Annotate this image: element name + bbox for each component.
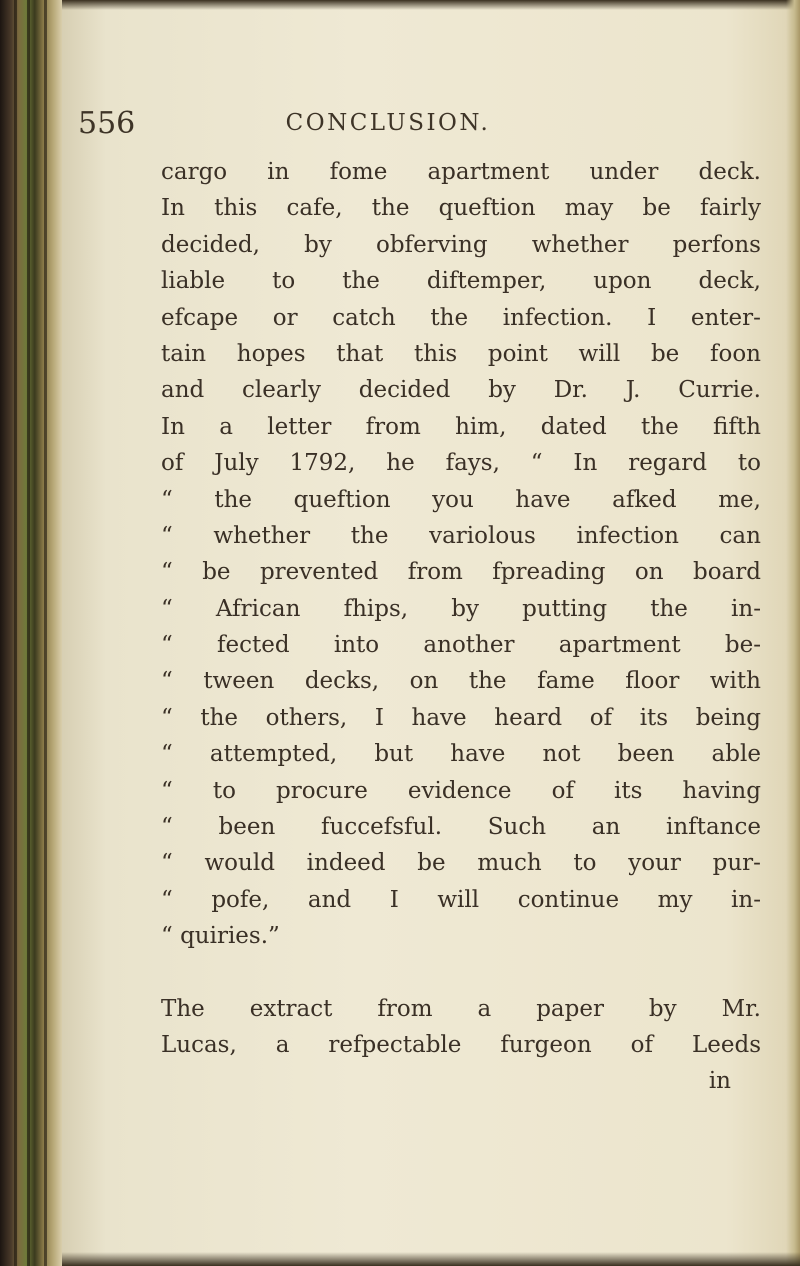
word: the (200, 704, 239, 731)
word: Currie. (678, 377, 761, 404)
word: pur- (712, 850, 761, 877)
word: decided, (161, 231, 260, 258)
word: regard (628, 450, 707, 477)
word: in- (731, 595, 761, 622)
word: on (634, 559, 664, 586)
word: furgeon (500, 1031, 592, 1058)
word: board (692, 559, 761, 586)
word: I (389, 886, 399, 913)
word: able (711, 741, 761, 768)
word: under (589, 159, 659, 185)
word: of (161, 450, 184, 477)
word: fame (537, 668, 595, 695)
word: by (451, 595, 479, 622)
word: “ (161, 595, 173, 622)
word: Dr. (553, 377, 588, 404)
word: continue (517, 886, 620, 913)
page-top-shadow (62, 0, 800, 10)
text-line (161, 554, 761, 590)
page-number: 556 (78, 106, 136, 141)
word: apartment (558, 632, 681, 659)
word: paper (536, 995, 604, 1022)
text-line (161, 227, 761, 263)
page-edge (786, 0, 800, 1266)
word: efcape (161, 304, 239, 331)
word: or (272, 304, 298, 331)
word: attempted, (209, 741, 338, 768)
word: In (573, 450, 598, 477)
word: cargo (161, 159, 228, 185)
word: refpectable (328, 1031, 462, 1058)
word: variolous (429, 522, 536, 549)
text-line (161, 409, 761, 445)
word: apartment (427, 159, 550, 185)
word: afked (612, 486, 677, 513)
text-line (161, 154, 761, 190)
word: be (650, 340, 680, 367)
text-line (161, 882, 761, 918)
text-line (161, 591, 761, 627)
word: not (542, 741, 581, 768)
word: In (161, 413, 185, 440)
word: tain (161, 340, 207, 367)
text-line (161, 773, 761, 809)
word: queftion (438, 195, 536, 222)
word: extract (249, 995, 333, 1022)
word: will (578, 340, 621, 367)
word: the (350, 522, 389, 549)
word: fuccefsful. (321, 814, 443, 841)
word: inftance (666, 814, 761, 841)
word: “ (161, 850, 173, 877)
word: indeed (306, 850, 386, 877)
word: to (737, 450, 761, 477)
word: its (614, 777, 643, 804)
page-header (78, 98, 698, 148)
word: but (374, 741, 414, 768)
word: be (417, 850, 446, 877)
text-line (161, 518, 761, 554)
word: queftion (293, 486, 391, 513)
binding-stripe (44, 0, 47, 1266)
word: Mr. (721, 995, 761, 1022)
word: on (409, 668, 439, 695)
text-line (161, 372, 761, 408)
word: catch (332, 304, 396, 331)
page-bottom-shadow (62, 1252, 800, 1266)
word: J. (625, 377, 641, 404)
word: foon (709, 340, 761, 367)
word: him, (455, 413, 507, 440)
text-line (161, 445, 761, 481)
word: deck. (698, 159, 761, 185)
running-head: CONCLUSION. (285, 110, 491, 136)
word: heard (494, 704, 563, 731)
word: have (515, 486, 571, 513)
word: the (430, 304, 469, 331)
word: July (214, 450, 259, 477)
word: I (374, 704, 384, 731)
word: clearly (242, 377, 321, 404)
word: “ (161, 814, 173, 841)
word: can (719, 522, 761, 549)
text-line (161, 482, 761, 518)
word: decks, (304, 668, 380, 695)
word: The (161, 995, 205, 1022)
word: a (275, 1031, 290, 1058)
word: perfons (672, 231, 761, 258)
word: have (450, 741, 506, 768)
text-line (161, 627, 761, 663)
word: Such (487, 814, 547, 841)
word: a (219, 413, 233, 440)
word: “ (161, 777, 173, 804)
word: fhips, (343, 595, 409, 622)
word: hopes (236, 340, 306, 367)
word: “ (161, 741, 173, 768)
word: its (639, 704, 669, 731)
word: fays, (445, 450, 500, 477)
word: to (272, 268, 296, 295)
body-text (161, 154, 761, 1100)
word: fpreading (492, 559, 606, 586)
word: he (386, 450, 415, 477)
word: be (642, 195, 671, 222)
word: infection. (502, 304, 613, 331)
word: another (423, 632, 515, 659)
text-line (161, 300, 761, 336)
text-line (161, 736, 761, 772)
text-line (161, 845, 761, 881)
word: to (573, 850, 597, 877)
binding-stripe (14, 0, 17, 1266)
word: “ (161, 486, 173, 513)
word: a (477, 995, 492, 1022)
word: of (551, 777, 574, 804)
word: may (564, 195, 614, 222)
word: in (267, 159, 290, 185)
word: “ (161, 632, 173, 659)
word: the (468, 668, 507, 695)
word: from (377, 995, 433, 1022)
word: been (617, 741, 675, 768)
word: putting (522, 595, 608, 622)
word: been (218, 814, 276, 841)
text-line (161, 991, 761, 1027)
word: point (487, 340, 548, 367)
word: “ (530, 450, 543, 477)
word: evidence (407, 777, 512, 804)
word: to (212, 777, 236, 804)
word: the (371, 195, 410, 222)
word: from (407, 559, 463, 586)
word: me, (718, 486, 761, 513)
word: with (709, 668, 761, 695)
text-line (161, 336, 761, 372)
word: obferving (375, 231, 488, 258)
word: In (161, 195, 185, 222)
word: cafe, (286, 195, 343, 222)
word: letter (267, 413, 332, 440)
word: Lucas, (161, 1031, 237, 1058)
catchword: in (708, 1068, 731, 1095)
word: by (648, 995, 677, 1022)
word: your (628, 850, 681, 877)
word: by (488, 377, 516, 404)
binding-stripe (27, 0, 30, 1266)
word: have (411, 704, 467, 731)
text-line (161, 263, 761, 299)
text-line (161, 700, 761, 736)
word: much (477, 850, 542, 877)
word: be- (724, 632, 761, 659)
word: infection (576, 522, 679, 549)
word: the (342, 268, 380, 295)
word: I (647, 304, 657, 331)
word: “ (161, 886, 173, 913)
text-line (161, 663, 761, 699)
word: being (695, 704, 761, 731)
book-binding (0, 0, 62, 1266)
text-line (161, 1027, 761, 1063)
word: whether (531, 231, 629, 258)
word: others, (265, 704, 348, 731)
word: you (432, 486, 474, 513)
word: the (650, 595, 688, 622)
word: whether (213, 522, 311, 549)
word: “ (161, 704, 173, 731)
word: that (336, 340, 384, 367)
word: 1792, (289, 450, 356, 477)
word: of (630, 1031, 654, 1058)
word: “ (161, 559, 173, 586)
word: my (657, 886, 693, 913)
word: deck, (698, 268, 761, 295)
word: floor (625, 668, 680, 695)
word: in- (731, 886, 761, 913)
paragraph-gap (161, 955, 761, 991)
word: into (333, 632, 380, 659)
text-line: “ quiries.” (161, 923, 280, 950)
word: African (215, 595, 301, 622)
word: dated (540, 413, 607, 440)
word: diftemper, (426, 268, 547, 295)
word: this (214, 195, 258, 222)
word: prevented (259, 559, 379, 586)
word: the (641, 413, 679, 440)
text-line (161, 809, 761, 845)
word: an (591, 814, 621, 841)
word: liable (161, 268, 226, 295)
word: of (589, 704, 613, 731)
word: would (204, 850, 275, 877)
word: fected (217, 632, 290, 659)
word: upon (593, 268, 652, 295)
word: “ (161, 668, 173, 695)
word: from (365, 413, 421, 440)
word: fairly (700, 195, 761, 222)
word: and (307, 886, 352, 913)
word: Leeds (691, 1031, 761, 1058)
word: tween (203, 668, 275, 695)
word: the (214, 486, 253, 513)
word: “ (161, 522, 173, 549)
word: enter- (690, 304, 761, 331)
word: this (413, 340, 458, 367)
word: will (437, 886, 480, 913)
text-line (161, 190, 761, 226)
word: pofe, (211, 886, 270, 913)
word: be (202, 559, 231, 586)
word: procure (275, 777, 368, 804)
word: having (682, 777, 761, 804)
word: by (304, 231, 332, 258)
word: fome (329, 159, 388, 185)
word: fifth (713, 413, 761, 440)
word: and (161, 377, 205, 404)
word: decided (358, 377, 451, 404)
